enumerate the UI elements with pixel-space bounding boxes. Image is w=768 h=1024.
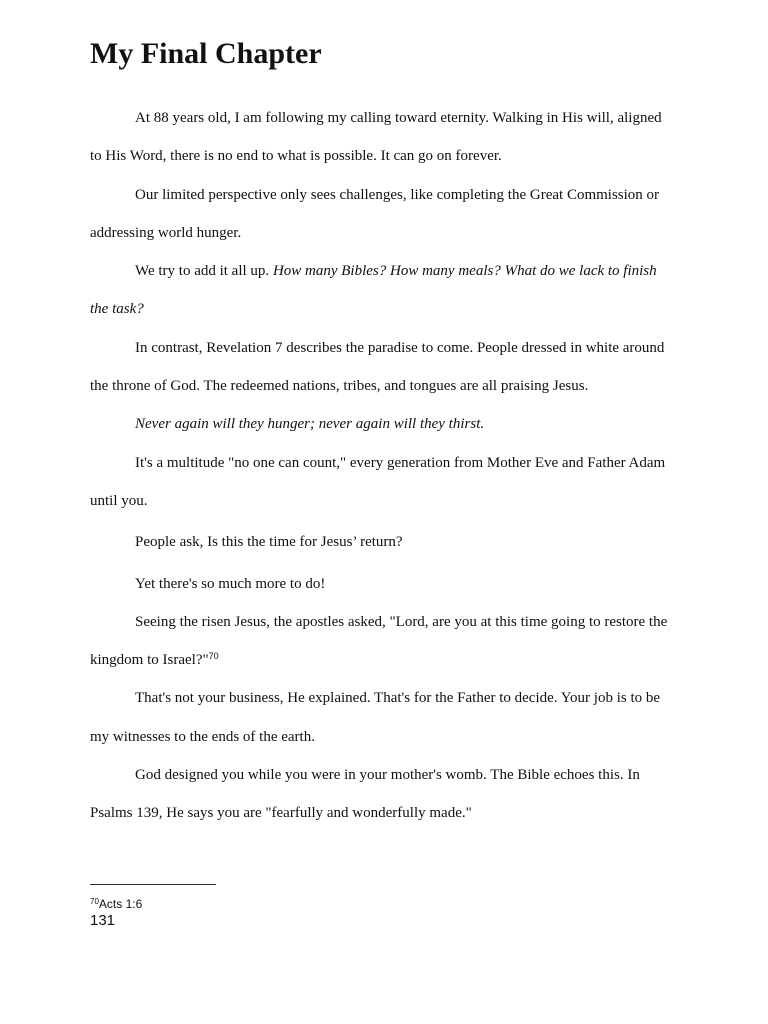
paragraph-7	[90, 523, 674, 561]
chapter-body	[90, 99, 674, 833]
paragraph-text: That's not your business, He explained. That's for the Father to decide. Your job is to be my witnesses to the ends of the earth.	[90, 690, 661, 745]
paragraph-4	[90, 329, 674, 406]
paragraph-text: God designed you while you were in your mother's womb. The Bible echoes this. In Psalms 139, He says you are "fearfully and wonderfully made."	[90, 767, 640, 822]
scripture-quote: Never again will they hunger; never again will they thirst.	[135, 416, 485, 433]
footnote-item	[90, 897, 674, 911]
paragraph-10	[90, 679, 674, 756]
paragraph-1	[90, 99, 674, 176]
chapter-title: My Final Chapter	[90, 37, 322, 70]
paragraph-text: Our limited perspective only sees challenges, like completing the Great Commission or addressing world hunger.	[90, 186, 660, 241]
paragraph-6	[90, 444, 674, 521]
paragraph-2	[90, 176, 674, 253]
paragraph-lead: We try to add it all up.	[135, 263, 273, 280]
page-content	[90, 36, 674, 833]
paragraph-text: It's a multitude "no one can count," every generation from Mother Eve and Father Adam until you.	[90, 454, 666, 509]
paragraph-5-scripture	[90, 405, 674, 443]
footnote-reference[interactable]: 70	[208, 651, 219, 662]
paragraph-11	[90, 756, 674, 833]
paragraph-text: People ask, Is this the time for Jesus’ return?	[135, 534, 403, 551]
footnote-divider	[90, 884, 216, 885]
paragraph-text: Yet there's so much more to do!	[135, 575, 326, 592]
footnote-text: Acts 1:6	[98, 897, 143, 911]
paragraph-text: In contrast, Revelation 7 describes the paradise to come. People dressed in white around the throne of God. The redeemed nations, tribes, and tongues are all praising Jesus.	[90, 339, 665, 395]
footnote-area	[90, 884, 674, 930]
paragraph-text: At 88 years old, I am following my calling toward eternity. Walking in His will, aligned to His Word, there is no end to what is possible. It can go on forever.	[90, 110, 662, 165]
paragraph-3	[90, 252, 674, 329]
paragraph-9	[90, 603, 674, 680]
page-number: 131	[90, 912, 116, 929]
paragraph-italic-questions: How many Bibles? How many meals? What do we lack to finish the task?	[90, 263, 657, 318]
paragraph-text: Seeing the risen Jesus, the apostles asked, "Lord, are you at this time going to restore the kingdom to Israel?"	[90, 613, 668, 669]
paragraph-8	[90, 565, 674, 603]
footnote-number: 70	[90, 897, 99, 906]
